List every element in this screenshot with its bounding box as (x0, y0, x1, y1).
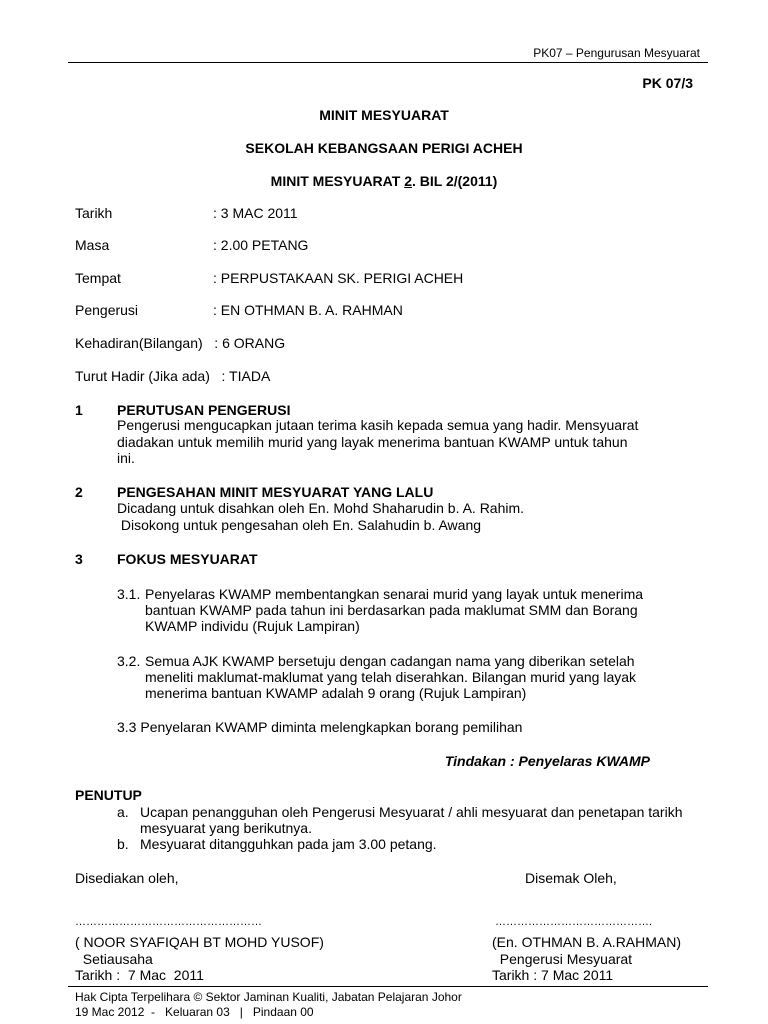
footer-divider (68, 986, 708, 987)
footer-version: 19 Mac 2012 - Keluaran 03 | Pindaan 00 (75, 1005, 314, 1019)
item-3-1-line-3: KWAMP individu (Rujuk Lampiran) (145, 618, 360, 634)
prepared-by-heading: Disediakan oleh, (75, 870, 179, 886)
penutup-b-line-1: Mesyuarat ditangguhkan pada jam 3.00 petang. (140, 836, 437, 852)
header-divider (68, 62, 708, 63)
title-bil-num: 2 (404, 173, 412, 189)
item-3-1-number: 3.1. (117, 586, 141, 602)
title-bil-prefix: MINIT MESYUARAT (270, 173, 405, 189)
section-1-line-3: ini. (117, 450, 135, 466)
section-2-line-2: Disokong untuk pengesahan oleh En. Salahudin b. Awang (117, 517, 482, 533)
title-bil (0, 173, 768, 189)
penutup-b-label: b. (117, 836, 129, 852)
section-2-number: 2 (75, 484, 83, 500)
item-3-2-line-3: menerima bantuan KWAMP adalah 9 orang (Rujuk Lampiran) (145, 685, 527, 701)
pengerusi-value: : EN OTHMAN B. A. RAHMAN (213, 302, 403, 318)
turut-hadir-line: Turut Hadir (Jika ada) : TIADA (75, 368, 271, 384)
item-3-3-line: 3.3 Penyelaran KWAMP diminta melengkapkan borang pemilihan (117, 719, 523, 735)
tempat-value: : PERPUSTAKAAN SK. PERIGI ACHEH (213, 270, 464, 286)
section-2-title: PENGESAHAN MINIT MESYUARAT YANG LALU (117, 484, 434, 500)
section-3-number: 3 (75, 551, 83, 567)
prepared-by-signature-line: …………………………………………… (75, 916, 262, 928)
checked-by-heading: Disemak Oleh, (525, 870, 617, 886)
checked-by-role: Pengerusi Mesyuarat (492, 951, 633, 967)
checked-by-name: (En. OTHMAN B. A.RAHMAN) (492, 934, 682, 950)
section-2-line-1: Dicadang untuk disahkan oleh En. Mohd Shaharudin b. A. Rahim. (117, 500, 525, 516)
penutup-a-label: a. (117, 804, 129, 820)
masa-label: Masa (75, 237, 110, 253)
checked-by-date: Tarikh : 7 Mac 2011 (492, 967, 614, 983)
section-1-title: PERUTUSAN PENGERUSI (117, 402, 291, 418)
prepared-by-name: ( NOOR SYAFIQAH BT MOHD YUSOF) (75, 934, 324, 950)
masa-value: : 2.00 PETANG (213, 237, 309, 253)
section-1-line-1: Pengerusi mengucapkan jutaan terima kasih kepada semua yang hadir. Mensyuarat (117, 417, 639, 433)
prepared-by-role: Setiausaha (75, 951, 153, 967)
item-3-2-line-1: Semua AJK KWAMP bersetuju dengan cadangan nama yang diberikan setelah (145, 653, 635, 669)
title-minit: MINIT MESYUARAT (319, 107, 449, 123)
tindakan: Tindakan : Penyelaras KWAMP (444, 753, 650, 769)
penutup-a-line-1: Ucapan penangguhan oleh Pengerusi Mesyuarat / ahli mesyuarat dan penetapan tarikh (140, 804, 683, 820)
tarikh-label: Tarikh (75, 205, 113, 221)
title-school: SEKOLAH KEBANGSAAN PERIGI ACHEH (245, 140, 523, 156)
tempat-label: Tempat (75, 270, 121, 286)
title-bil-suffix: . BIL 2/(2011) (411, 173, 498, 189)
item-3-2-number: 3.2. (117, 653, 141, 669)
kehadiran-line: Kehadiran(Bilangan) : 6 ORANG (75, 335, 286, 351)
section-1-number: 1 (75, 402, 83, 418)
doc-code: PK07 – Pengurusan Mesyuarat (533, 46, 700, 60)
section-3-title: FOKUS MESYUARAT (117, 551, 258, 567)
penutup-a-line-2: mesyuarat yang berikutnya. (140, 820, 312, 836)
penutup-title: PENUTUP (75, 787, 142, 803)
tarikh-value: : 3 MAC 2011 (213, 205, 298, 221)
prepared-by-date: Tarikh : 7 Mac 2011 (75, 967, 204, 983)
item-3-1-line-1: Penyelaras KWAMP membentangkan senarai murid yang layak untuk menerima (145, 586, 644, 602)
form-code: PK 07/3 (642, 75, 693, 91)
item-3-2-line-2: meneliti maklumat-maklumat yang telah diserahkan. Bilangan murid yang layak (145, 669, 637, 685)
footer-copyright: Hak Cipta Terpelihara © Sektor Jaminan Kualiti, Jabatan Pelajaran Johor (75, 990, 462, 1004)
section-1-line-2: diadakan untuk memilih murid yang layak menerima bantuan KWAMP untuk tahun (117, 434, 628, 450)
pengerusi-label: Pengerusi (75, 302, 139, 318)
item-3-1-line-2: bantuan KWAMP pada tahun ini berdasarkan pada maklumat SMM dan Borang (145, 602, 638, 618)
checked-by-signature-line: ……………………………………. (495, 916, 653, 928)
